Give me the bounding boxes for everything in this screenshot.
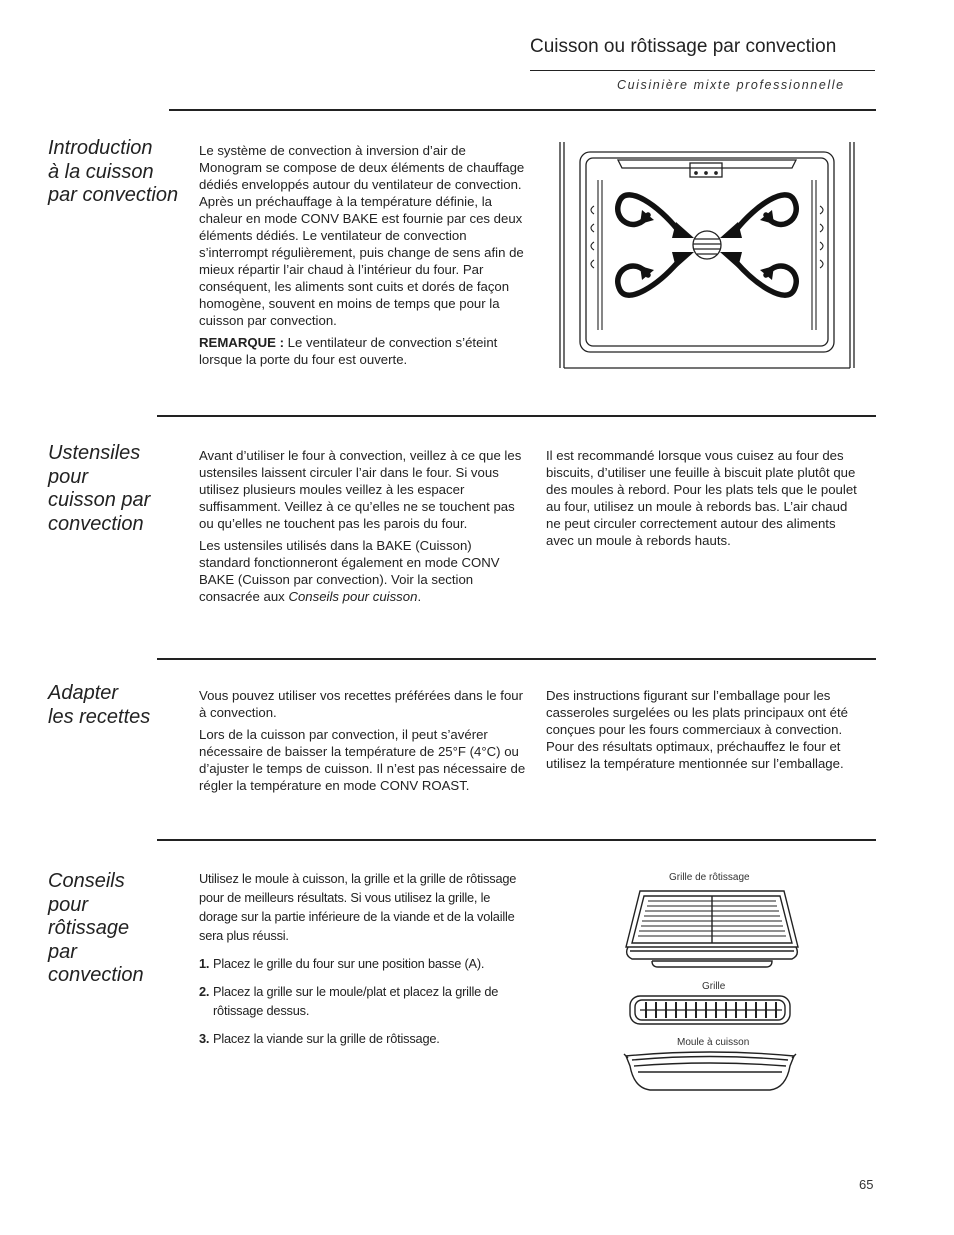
section-divider xyxy=(157,839,876,841)
tips-text xyxy=(199,869,529,1048)
adapt-paragraph-1: Vous pouvez utiliser vos recettes préférées dans le four à convection. xyxy=(199,688,524,720)
section-title-utensils: Ustensiles pour cuisson par convection xyxy=(48,442,151,535)
tips-intro: Utilisez le moule à cuisson, la grille et la grille de rôtissage pour de meilleurs résultats. Si vous utilisez la grille, le dorage sur la partie inférieure de la viande et de la volaille sera plus réussi. xyxy=(199,871,517,943)
utensils-text-col1 xyxy=(199,447,524,610)
utensils-paragraph-2: Les ustensiles utilisés dans la BAKE (Cuisson) standard fonctionneront également en mode CONV BAKE (Cuisson par convection). Voir la section consacrée aux Conseils pour cuisson. xyxy=(199,538,500,604)
header-divider xyxy=(530,70,875,71)
oven-convection-illustration xyxy=(558,140,856,372)
page-number: 65 xyxy=(859,1177,874,1192)
utensils-text-col2 xyxy=(546,447,861,554)
page-header-subtitle: Cuisinière mixte professionnelle xyxy=(617,78,845,92)
section-title-adapt: Adapter les recettes xyxy=(48,682,151,728)
section-title-tips: Conseils pour rôtissage par convection xyxy=(48,870,144,986)
section-divider xyxy=(157,658,876,660)
grid-illustration xyxy=(626,992,794,1028)
adapt-text-col2 xyxy=(546,687,864,777)
pan-label: Moule à cuisson xyxy=(677,1037,750,1048)
section-title-intro: Introduction à la cuisson par convection xyxy=(48,137,179,206)
grid-label: Grille xyxy=(702,981,726,992)
intro-note: REMARQUE : Le ventilateur de convection s’éteint lorsque la porte du four est ouverte. xyxy=(199,335,498,367)
utensils-paragraph-3: Il est recommandé lorsque vous cuisez au four des biscuits, d’utiliser une feuille à biscuit plate plutôt que des moules à rebord. Pour les plats tels que le poulet au four, utilisez un moule à rebords bas. L’air chaud ne peut circuler correctement autour des aliments avec un moule à rebords hauts. xyxy=(546,448,857,548)
utensils-paragraph-1: Avant d’utiliser le four à convection, veillez à ce que les ustensiles laissent circuler l’air dans le four. Si vous utilisez plusieurs moules veillez à les espacer suffisamment. Veillez à ce qu’elles ne se touchent pas ou qu’elles ne touchent pas les parois du four. xyxy=(199,448,522,531)
section-divider xyxy=(157,415,876,417)
adapt-text-col1 xyxy=(199,687,529,799)
roast-rack-illustration xyxy=(622,885,802,973)
tips-step: 1. Placez le grille du four sur une position basse (A). xyxy=(199,956,485,971)
adapt-paragraph-3: Des instructions figurant sur l’emballage pour les casseroles surgelées ou les plats principaux ont été conçues pour les fours commerciaux à convection. Pour des résultats optimaux, préchauffez le four et utilisez la température mentionnée sur l’emballage. xyxy=(546,688,849,771)
tips-step: 3. Placez la viande sur la grille de rôtissage. xyxy=(199,1031,440,1046)
section-divider xyxy=(169,109,876,111)
adapt-paragraph-2: Lors de la cuisson par convection, il peut s’avérer nécessaire de baisser la température de 25°F (4°C) ou d’ajuster le temps de cuisson. Il n’est pas nécessaire de régler la température en mode CONV ROAST. xyxy=(199,727,526,793)
tips-step: 2. Placez la grille sur le moule/plat et placez la grille de rôtissage dessus. xyxy=(199,984,499,1018)
intro-paragraph: Le système de convection à inversion d’air de Monogram se compose de deux éléments de chauffage dédiés enveloppés autour du ventilateur de convection. Après un préchauffage à la température définie, la chaleur en mode CONV BAKE est fournie par ces deux éléments dédiés. Le ventilateur de convection s’interrompt régulièrement, puis change de sens afin de mieux répartir l’air chaud à l’intérieur du four. Par conséquent, les aliments sont cuits et dorés de façon homogène, souvent en moins de temps que pour la cuisson par convection. xyxy=(199,143,525,328)
page-header-title: Cuisson ou rôtissage par convection xyxy=(530,36,837,57)
roast-rack-label: Grille de rôtissage xyxy=(669,872,750,883)
baking-pan-illustration xyxy=(620,1048,800,1096)
intro-text xyxy=(199,142,531,373)
